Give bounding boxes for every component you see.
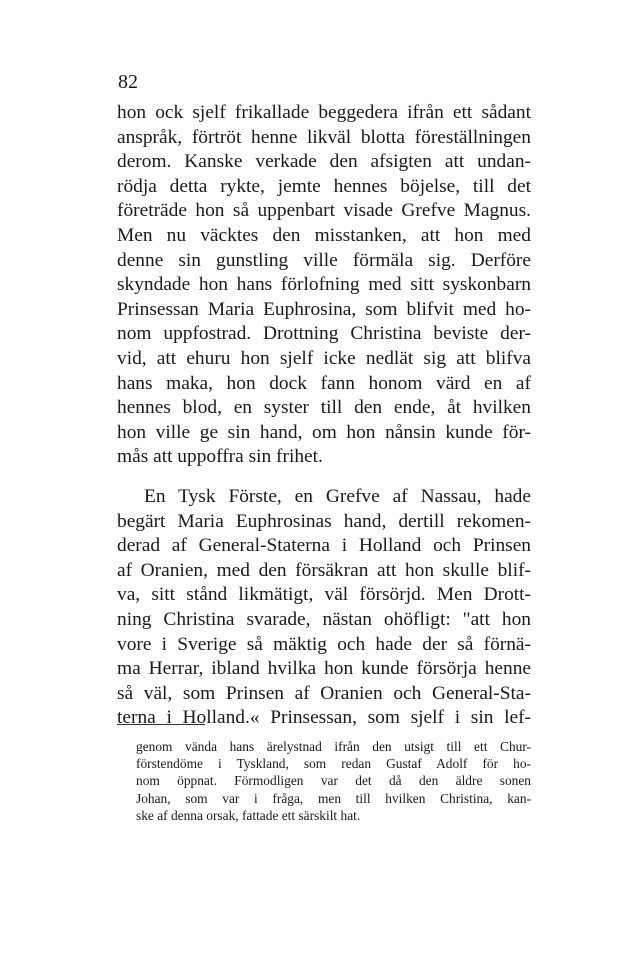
- footnote: [136, 738, 531, 824]
- text-line: denne sin gunstling ville förmäla sig. Derföre: [117, 249, 531, 271]
- text-line: af Oranien, med den försäkran att hon skulle blif-: [117, 559, 531, 581]
- text-line: En Tysk Förste, en Grefve af Nassau, hade: [144, 486, 531, 507]
- text-line: hennes blod, en syster till den ende, åt hvilken: [117, 397, 531, 419]
- footnote-line: genom vända hans ärelystnad ifrån den utsigt till ett Chur-: [136, 739, 531, 754]
- text-line: mås att uppoffra sin frihet.: [117, 446, 323, 468]
- text-line: begärt Maria Euphrosinas hand, dertill rekomen-: [117, 510, 531, 532]
- paragraph-1: [117, 101, 531, 470]
- footnote-line: ske af denna orsak, fattade ett särskilt hat.: [136, 807, 361, 823]
- footnote-line: förstendöme i Tyskland, som redan Gustaf Adolf för ho-: [136, 756, 531, 772]
- page-number: 82: [118, 71, 138, 93]
- footnote-divider: [117, 724, 205, 725]
- text-line: derad af General-Staterna i Holland och Prinsen: [117, 535, 531, 557]
- text-line: vore i Sverige så mäktig och hade der så förnä-: [117, 633, 531, 655]
- text-line: anspråk, förtröt henne likväl blotta föreställningen: [117, 126, 531, 148]
- paragraph-2: [117, 485, 531, 731]
- text-line: nom uppfostrad. Drottning Christina beviste der-: [117, 323, 531, 345]
- text-line: vid, att ehuru hon sjelf icke nedlät sig att blifva: [117, 347, 531, 369]
- text-line: va, sitt stånd likmätigt, väl försörjd. Men Drott-: [117, 584, 531, 606]
- footnote-line: nom öppnat. Förmodligen var det då den äldre sonen: [136, 773, 531, 789]
- text-line: så väl, som Prinsen af Oranien och General-Sta-: [117, 682, 531, 704]
- text-line: hans maka, hon dock fann honom värd en af: [117, 372, 531, 394]
- text-line: företräde hon så uppenbart visade Grefve Magnus.: [117, 200, 531, 222]
- text-line: hon ock sjelf frikallade beggedera ifrån ett sådant: [117, 102, 531, 123]
- text-line: hon ville ge sin hand, om hon nånsin kunde för-: [117, 421, 531, 443]
- text-line: Prinsessan Maria Euphrosina, som blifvit med ho-: [117, 298, 531, 320]
- text-line: skyndade hon hans förlofning med sitt syskonbarn: [117, 274, 531, 296]
- text-line: Men nu väcktes den misstanken, att hon med: [117, 224, 531, 246]
- text-line: derom. Kanske verkade den afsigten att undan-: [117, 151, 531, 173]
- text-line: terna i Holland.« Prinsessan, som sjelf i sin lef-: [117, 707, 531, 729]
- footnote-line: Johan, som var i fråga, men till hvilken Christina, kan-: [136, 790, 531, 806]
- text-line: ma Herrar, ibland hvilka hon kunde försörja henne: [117, 658, 531, 680]
- text-line: ning Christina svarade, nästan ohöfligt: "att hon: [117, 608, 531, 630]
- text-line: rödja detta rykte, jemte hennes böjelse, till det: [117, 175, 531, 197]
